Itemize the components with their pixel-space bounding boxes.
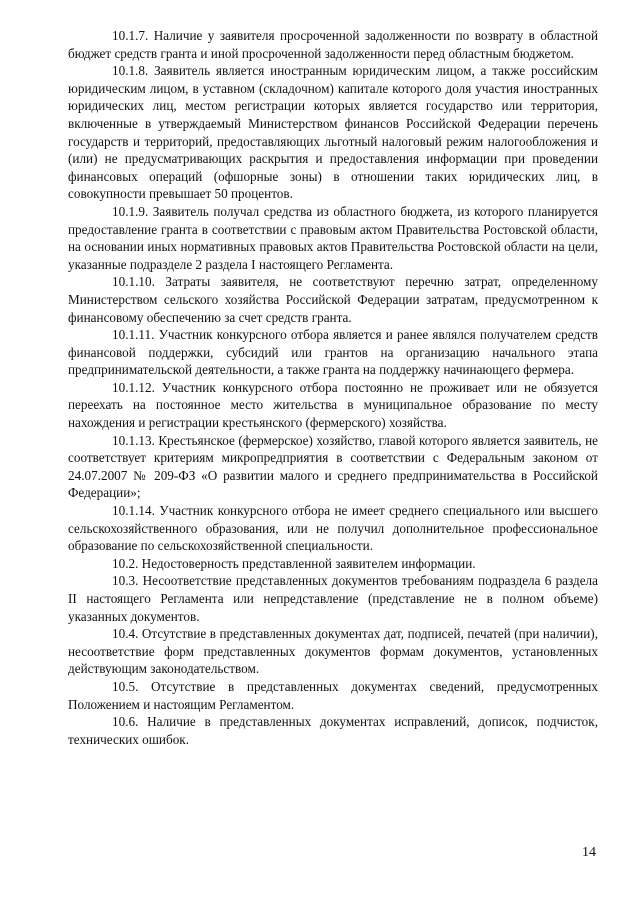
paragraph-10-5: 10.5. Отсутствие в представленных документах сведений, предусмотренных Положением и настоящим Регламентом. [68,678,598,712]
paragraph-10-1-11: 10.1.11. Участник конкурсного отбора является и ранее являлся получателем средств финансовой поддержки, субсидий или грантов на организацию начального этапа предпринимательской деятельности, а также гранта на поддержку начинающего фермера. [68,327,598,378]
document-page [68,27,598,748]
paragraph-10-1-8: 10.1.8. Заявитель является иностранным юридическим лицом, а также российским юридическим лицом, в уставном (складочном) капитале которого доля участия иностранных юридических лиц, местом регистрации которых является государство или территория, включенные в утверждаемый Министерством финансов Российской Федерации перечень государств и территорий, предоставляющих льготный налоговый режим налогообложения и (или) не предусматривающих раскрытия и предоставления информации при проведении финансовых операций (офшорные зоны) в отношении таких юридических лиц, в совокупности превышает 50 процентов. [68,63,598,202]
paragraph-10-3: 10.3. Несоответствие представленных документов требованиям подраздела 6 раздела II настоящего Регламента или непредставление (представление не в полном объеме) указанных документов. [68,573,598,624]
paragraph-10-2: 10.2. Недостоверность представленной заявителем информации. [112,555,476,571]
paragraph-10-1-14: 10.1.14. Участник конкурсного отбора не имеет среднего специального или высшего сельскохозяйственного образования, или не получил дополнительное профессиональное образование по сельскохозяйственной специальности. [68,503,598,554]
paragraph-10-4: 10.4. Отсутствие в представленных документах дат, подписей, печатей (при наличии), несоответствие форм представленных документов формам документов, установленных действующим законодательством. [68,626,598,677]
paragraph-10-1-13: 10.1.13. Крестьянское (фермерское) хозяйство, главой которого является заявитель, не соответствует критериям микропредприятия в соответствии с Федеральным законом от 24.07.2007 № 209-ФЗ «О развитии малого и среднего предпринимательства в Российской Федерации»; [68,432,598,501]
paragraph-10-6: 10.6. Наличие в представленных документах исправлений, дописок, подчисток, технических ошибок. [68,714,598,747]
paragraph-10-1-9: 10.1.9. Заявитель получал средства из областного бюджета, из которого планируется предоставление гранта в соответствии с правовым актом Правительства Ростовской области, на основании иных нормативных правовых актов Правительства Ростовской области на цели, указанные подразделе 2 раздела I настоящего Регламента. [68,203,598,272]
paragraph-10-1-12: 10.1.12. Участник конкурсного отбора постоянно не проживает или не обязуется переехать на постоянное место жительства в муниципальное образование по месту нахождения и регистрации крестьянского (фермерского) хозяйства. [68,379,598,431]
paragraph-10-1-7: 10.1.7. Наличие у заявителя просроченной задолженности по возврату в областной бюджет средств гранта и иной просроченной задолженности перед областным бюджетом. [68,28,598,61]
page-number: 14 [582,845,596,860]
paragraph-10-1-10: 10.1.10. Затраты заявителя, не соответствуют перечню затрат, определенному Министерством сельского хозяйства Российской Федерации затратам, предусмотренном к финансовому обеспечению за счет средств гранта. [68,274,598,325]
